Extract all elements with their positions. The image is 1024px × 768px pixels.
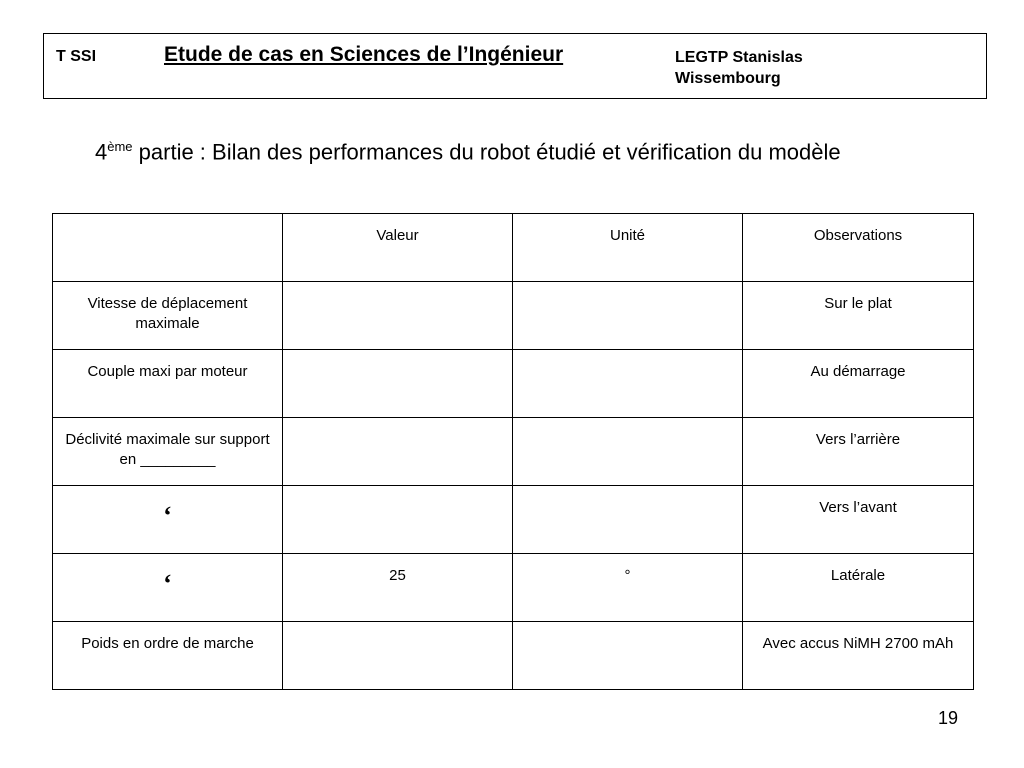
table-row	[53, 554, 974, 622]
row-label-ditto	[53, 486, 283, 554]
row-label-ditto	[53, 554, 283, 622]
value-cell	[283, 622, 513, 690]
row-label: Poids en ordre de marche	[53, 622, 283, 690]
table-row	[53, 282, 974, 350]
value-cell	[283, 282, 513, 350]
table-row	[53, 418, 974, 486]
header-cell-unite: Unité	[513, 214, 743, 282]
header-cell-empty	[53, 214, 283, 282]
row-label: Vitesse de déplacement maximale	[53, 282, 283, 350]
section-text: partie : Bilan des performances du robot étudié et vérification du modèle	[132, 139, 841, 165]
header-cell-observations: Observations	[743, 214, 974, 282]
table-row	[53, 350, 974, 418]
header-box	[43, 33, 987, 99]
section-heading	[95, 131, 935, 168]
row-label: Couple maxi par moteur	[53, 350, 283, 418]
observation-cell: Latérale	[743, 554, 974, 622]
school-name	[675, 47, 803, 89]
section-number: 4	[95, 139, 108, 165]
ditto-mark: ‘	[163, 501, 172, 530]
unit-cell	[513, 486, 743, 554]
header-cell-valeur: Valeur	[283, 214, 513, 282]
observation-cell: Vers l’avant	[743, 486, 974, 554]
value-cell	[283, 350, 513, 418]
performance-table	[52, 213, 974, 690]
value-cell	[283, 486, 513, 554]
observation-cell: Sur le plat	[743, 282, 974, 350]
page-number: 19	[938, 708, 959, 728]
unit-cell	[513, 350, 743, 418]
school-line-1: LEGTP Stanislas	[675, 49, 803, 66]
observation-cell: Vers l’arrière	[743, 418, 974, 486]
document-title: Etude de cas en Sciences de l’Ingénieur	[164, 43, 564, 66]
value-cell: 25	[283, 554, 513, 622]
value-cell	[283, 418, 513, 486]
table-row	[53, 486, 974, 554]
ditto-mark: ‘	[163, 569, 172, 598]
observation-cell: Au démarrage	[743, 350, 974, 418]
unit-cell	[513, 418, 743, 486]
row-label: Déclivité maximale sur support en _________	[53, 418, 283, 486]
table-row	[53, 622, 974, 690]
table-header-row	[53, 214, 974, 282]
class-label: T SSI	[56, 48, 97, 65]
unit-cell	[513, 622, 743, 690]
observation-cell: Avec accus NiMH 2700 mAh	[743, 622, 974, 690]
unit-cell: °	[513, 554, 743, 622]
school-line-2: Wissembourg	[675, 70, 781, 87]
unit-cell	[513, 282, 743, 350]
section-superscript: ème	[107, 139, 133, 154]
